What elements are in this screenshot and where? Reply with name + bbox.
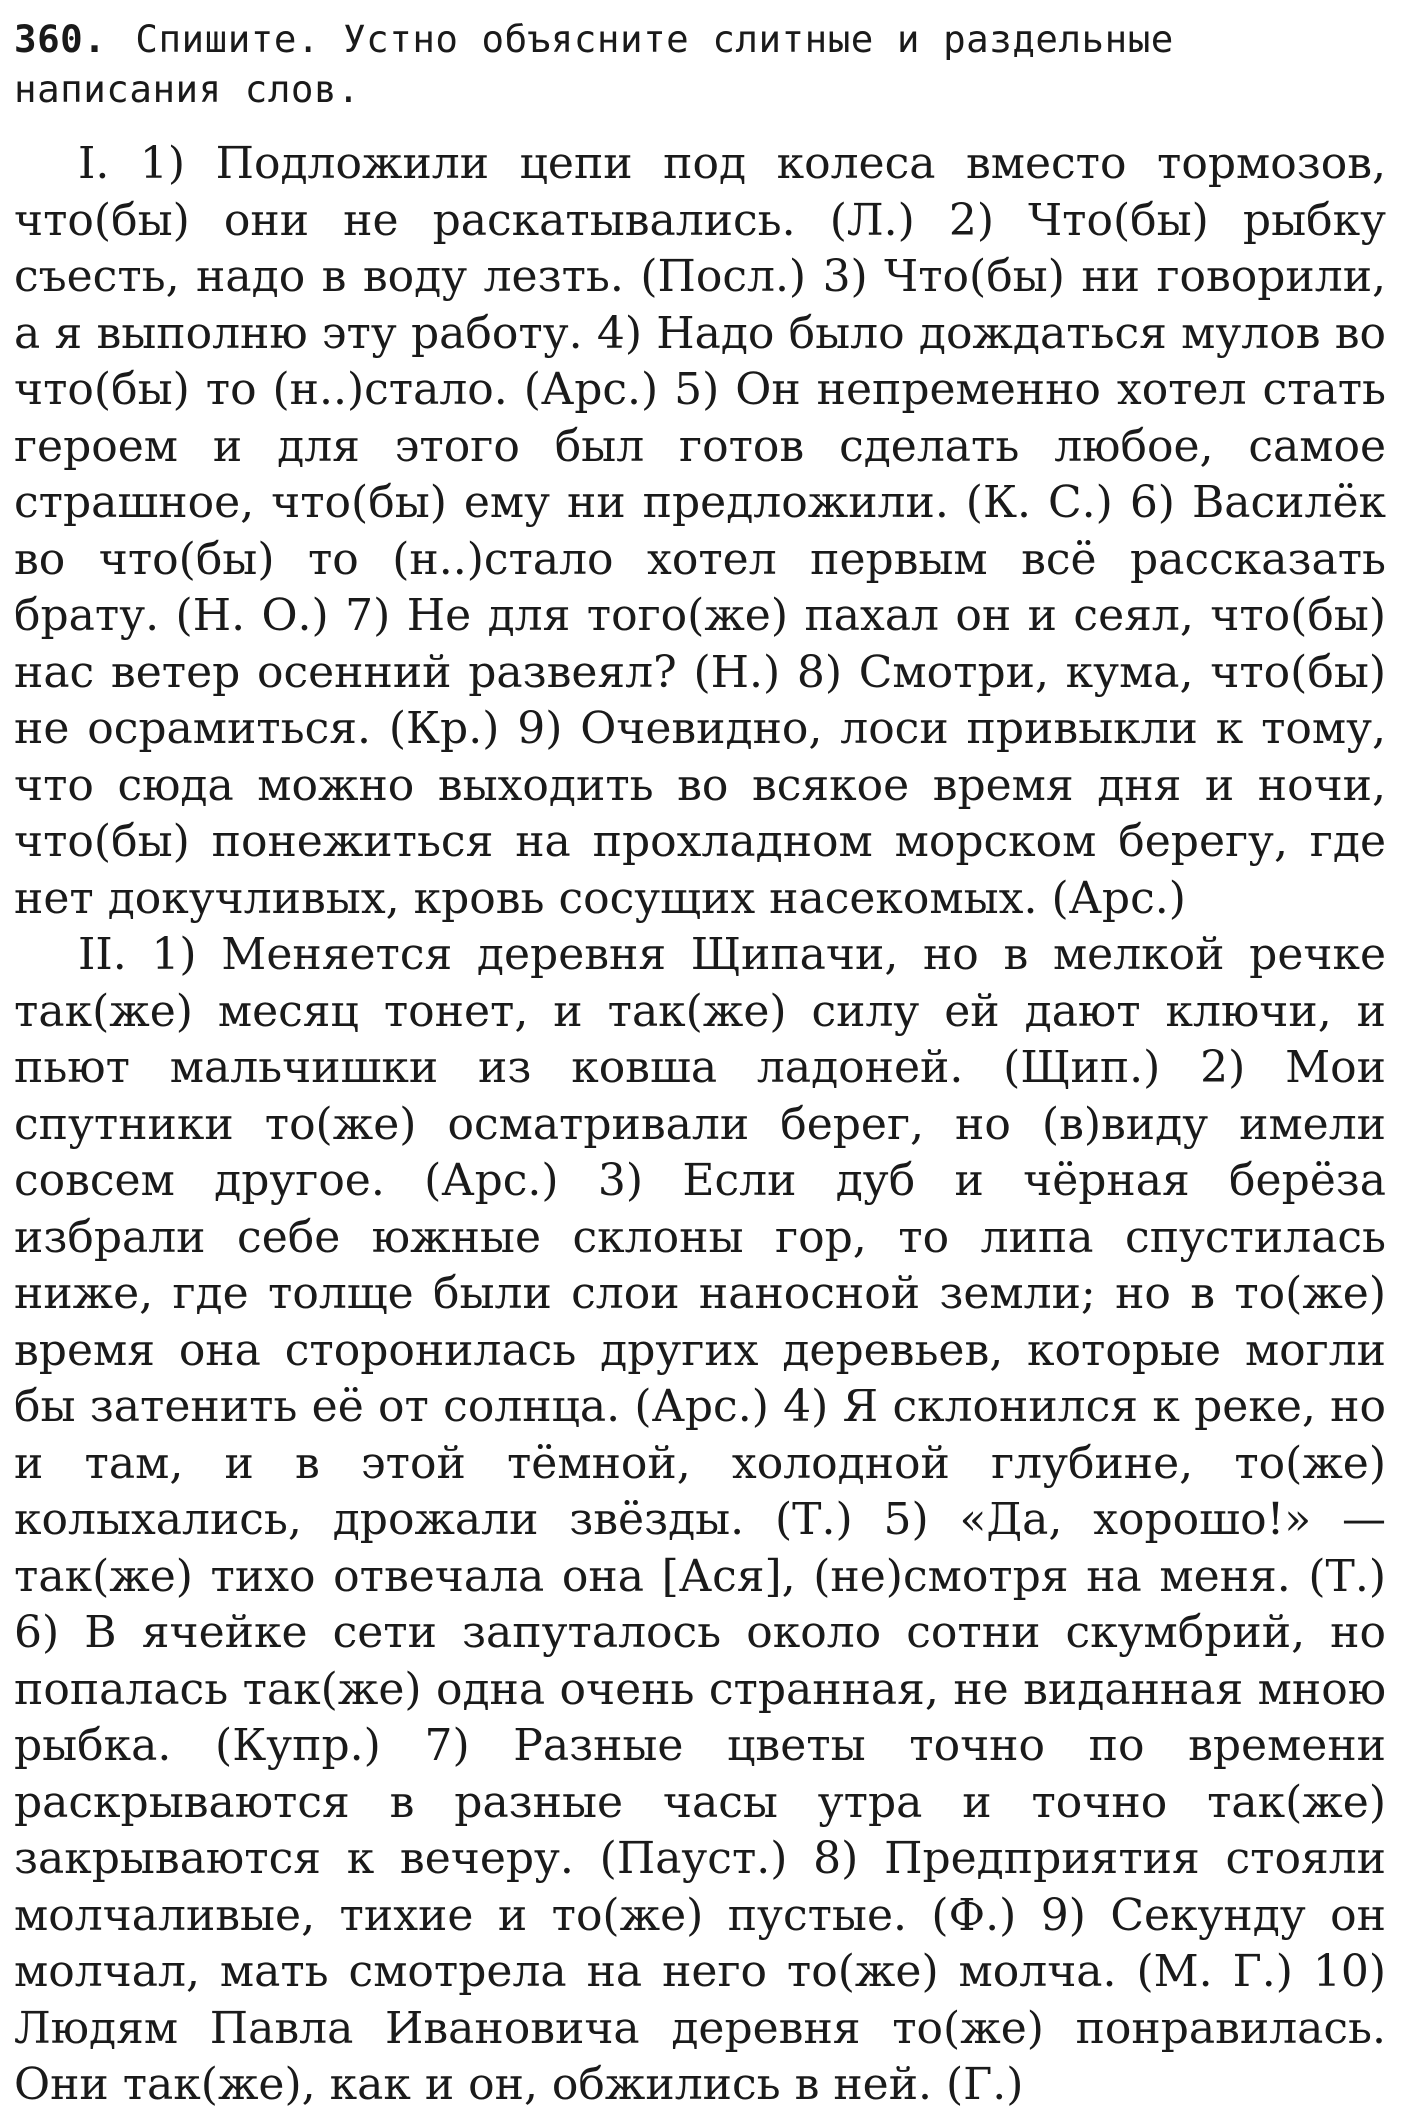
section-1-text: 1) Подложили цепи под колеса вместо тормозов, что(бы) они не раскатывались. (Л.) 2) Что(бы) рыбку съесть, надо в воду лезть. (Посл.) 3) Что(бы) ни говорили, а я выполню эту работу. 4) Надо было дождаться мулов во что(бы) то (н..)стало. (Арс.) 5) Он непременно хотел стать героем и для этого был готов сделать любое, самое страшное, что(бы) ему ни предложили. (К. С.) 6) Василёк во что(бы) то (н..)стало хотел первым всё рассказать брату. (Н. О.) 7) Не для того(же) пахал он и сеял, что(бы) нас ветер осенний развеял? (Н.) 8) Смотри, кума, что(бы) не осрамиться. (Кр.) 9) Очевидно, лоси привыкли к тому, что сюда можно выходить во всякое время дня и ночи, что(бы) понежиться на прохладном морском берегу, где нет докучливых, кровь сосущих насекомых. (Арс.)	[14, 138, 1386, 924]
exercise-number: 360.	[14, 17, 107, 61]
section-2-text: 1) Меняется деревня Щипачи, но в мелкой речке так(же) месяц тонет, и так(же) силу ей дают ключи, и пьют мальчишки из ковша ладоней. (Щип.) 2) Мои спутники то(же) осматривали берег, но (в)виду имели совсем другое. (Арс.) 3) Если дуб и чёрная берёза избрали себе южные склоны гор, то липа спустилась ниже, где толще были слои наносной земли; но в то(же) время она сторонилась других деревьев, которые могли бы затенить её от солнца. (Арс.) 4) Я склонился к реке, но и там, и в этой тёмной, холодной глубине, то(же) колыхались, дрожали звёзды. (Т.) 5) «Да, хорошо!» — так(же) тихо отвечала она [Ася], (не)смотря на меня. (Т.) 6) В ячейке сети запуталось около сотни скумбрий, но попалась так(же) одна очень странная, не виданная мною рыбка. (Купр.) 7) Разные цветы точно по времени раскрываются в разные часы утра и точно так(же) закрываются к вечеру. (Пауст.) 8) Предприятия стояли молчаливые, тихие и то(же) пустые. (Ф.) 9) Секунду он молчал, мать смотрела на него то(же) молча. (М. Г.) 10) Людям Павла Ивановича деревня то(же) понравилась. Они так(же), как и он, обжились в ней. (Г.)	[14, 929, 1386, 2110]
section-2	[14, 927, 1386, 2114]
section-1	[14, 136, 1386, 927]
section-2-label: II.	[78, 929, 152, 980]
exercise-instruction: Спишите. Устно объясните слитные и раздельные написания слов.	[14, 17, 1174, 111]
section-1-label: I.	[78, 138, 140, 189]
exercise-header	[14, 14, 1386, 114]
textbook-page	[14, 0, 1386, 2110]
